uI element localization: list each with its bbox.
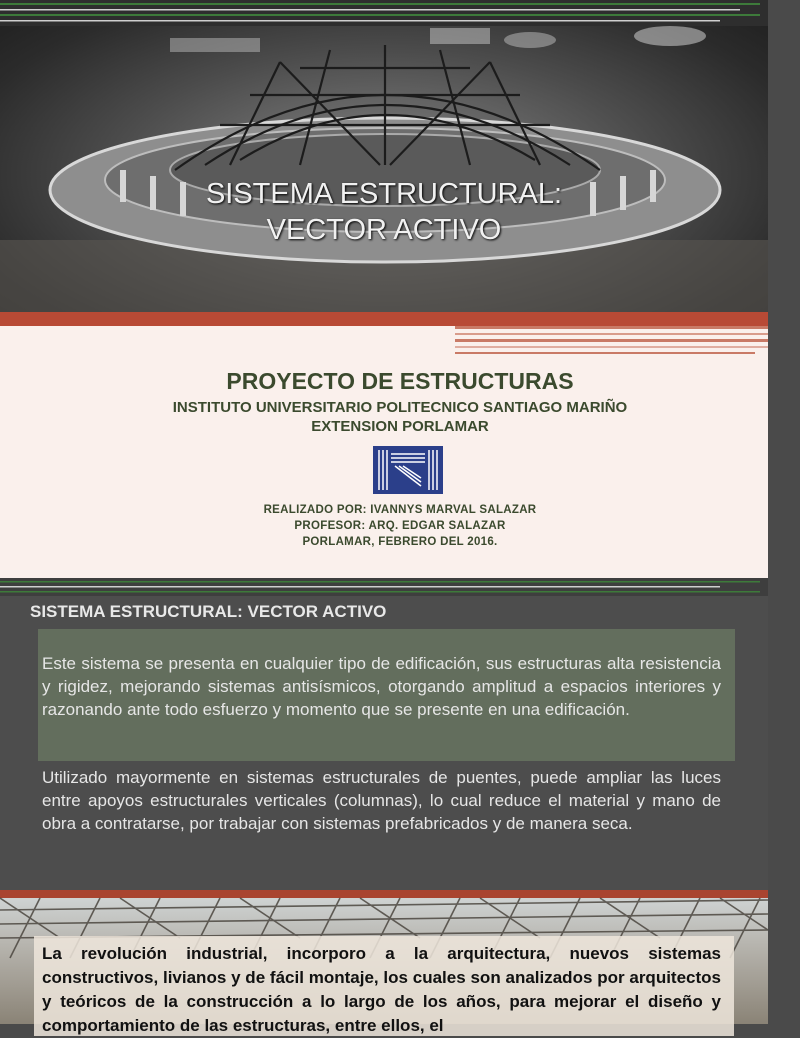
project-title: PROYECTO DE ESTRUCTURAS [226, 368, 574, 394]
paragraph-2: Utilizado mayormente en sistemas estructurales de puentes, puede ampliar las luces entre apoyos estructurales verticales (columnas), lo cual reduce el material y mano de obra a contratarse, por trabajar con sistemas prefabricados y de manera seca. [42, 768, 721, 833]
red-band [0, 312, 768, 326]
institute-logo [373, 446, 443, 494]
title-slide [0, 0, 768, 318]
decorative-top-stripes [0, 0, 768, 26]
professor-line: PROFESOR: ARQ. EDGAR SALAZAR [294, 520, 506, 532]
stadium-structure-illustration [0, 0, 768, 318]
section-heading: SISTEMA ESTRUCTURAL: VECTOR ACTIVO [30, 602, 387, 621]
institution-extension: EXTENSION PORLAMAR [311, 418, 489, 435]
decorative-top-stripes-3 [0, 578, 768, 596]
stadium-construction-photo [0, 0, 768, 318]
slide-title-line1: SISTEMA ESTRUCTURAL: [205, 178, 563, 210]
slide-title-line2: VECTOR ACTIVO [266, 214, 502, 246]
paragraph-1: Este sistema se presenta en cualquier tipo de edificación, sus estructuras alta resistencia y rigidez, mejorando sistemas antisísmicos, otorgando amplitud a espacios interiores y razonando ante todo esfuerzo y momento que se presente en una edificación. [42, 654, 721, 719]
institution-name: INSTITUTO UNIVERSITARIO POLITECNICO SANTIAGO MARIÑO [172, 399, 628, 416]
red-band [0, 890, 768, 898]
decorative-band-stripes [0, 326, 768, 356]
description-slide [0, 578, 768, 890]
author-line: REALIZADO POR: IVANNYS MARVAL SALAZAR [263, 504, 537, 516]
history-slide [0, 890, 768, 1035]
date-line: PORLAMAR, FEBRERO DEL 2016. [302, 536, 498, 548]
paragraph-3: La revolución industrial, incorporo a la arquitectura, nuevos sistemas constructivos, livianos y de fácil montaje, los cuales son analizados por arquitectos y teóricos de la construcción a lo largo de los años, para mejorar el diseño y comportamiento de las estructuras, entre ellos, el [42, 944, 721, 1035]
cover-slide [0, 312, 768, 578]
